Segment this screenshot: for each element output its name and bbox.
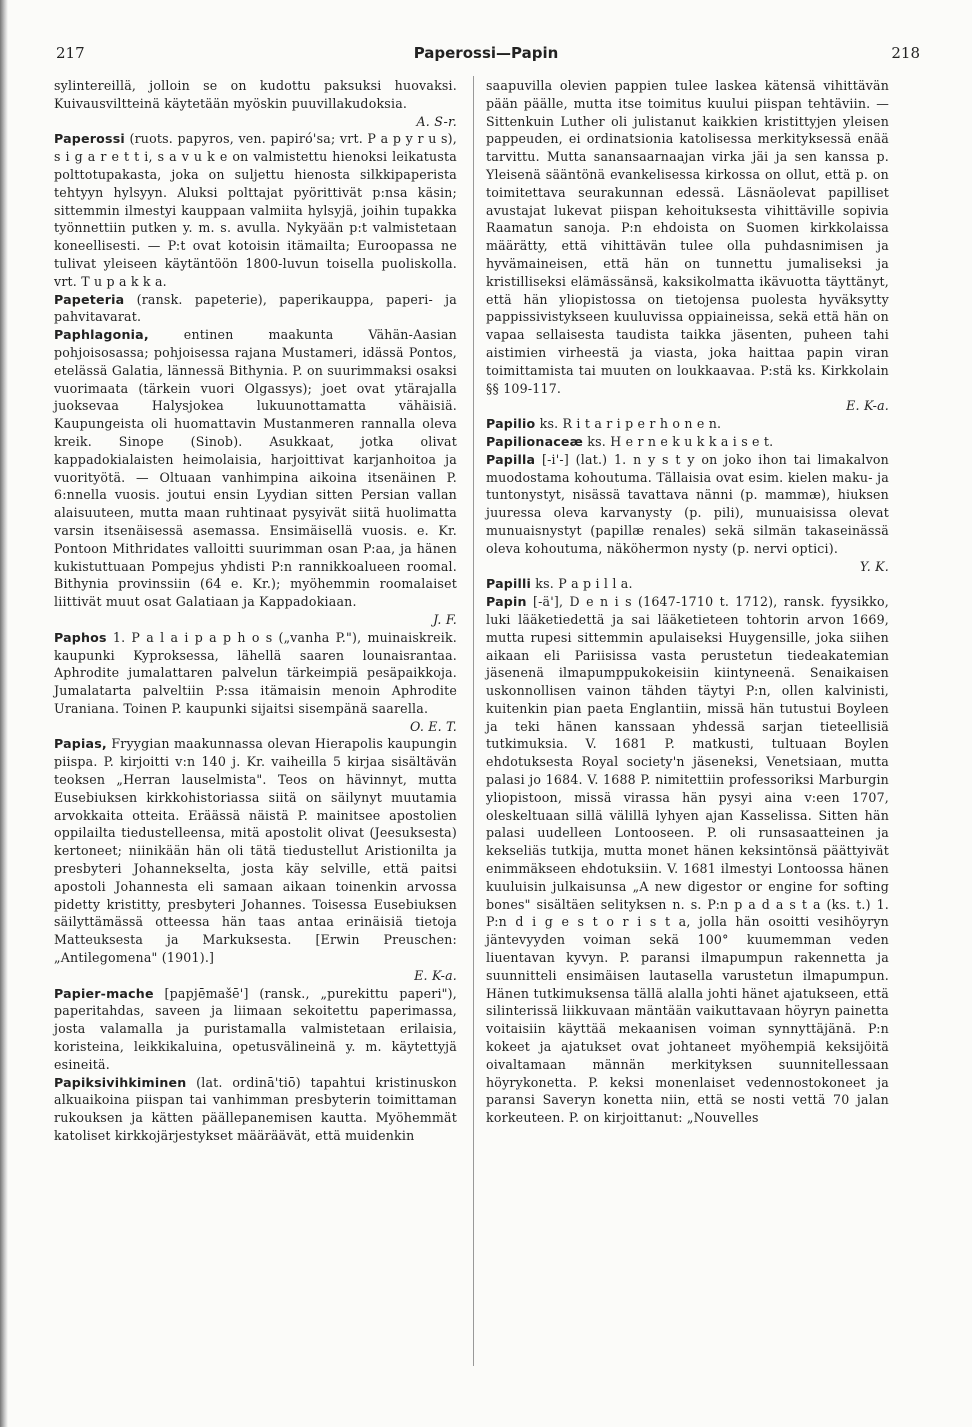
entry-text: [-i'-] (lat.) 1. n y s t y on joko ihon tai limakalvon muodostama kohoutuma. Tällaisia ovat esim. kielen maku- ja tuntonystyt, nisässä tavattava nänni (p. mammæ), hiuksen juuressa oleva karvanysty (p. pili), munuaisissa olevat munuaisnystyt (papillæ renales) sekä silmän takaseinässä oleva kohoutuma, näköhermon nysty (p. nervi optici). xyxy=(486,451,889,556)
entry-text: (ruots. papyros, ven. papiró'sa; vrt. P a p y r u s), s i g a r e t t i, s a v u k e on valmistettu hienoksi leikatusta polttotupakasta, joka on suljettu hienosta silkkipaperista tehtyyn hylsyyn. Aluksi polttajat pyörittivät p:nsa käsin; sittemmin ilmestyi kauppaan valmiita hylsyjä, joihin tupakka työnnettiin putken y. m. s. avulla. Nykyään p:t valmistetaan koneellisesti. — P:t ovat kotoisin itämailta; Euroopassa ne tulivat yleiseen käytäntöön 1800-luvun toisella puoliskolla. vrt. T u p a k k a. xyxy=(54,131,457,289)
entry-text: sylintereillä, jolloin se on kudottu paksuksi huovaksi. Kuivausviltteinä käytetään myöskin puuvillakudoksia. xyxy=(54,78,457,111)
entry-headword: Papilio xyxy=(486,416,536,432)
entry-headword: Papier-mache xyxy=(54,985,154,1001)
entry-text: [papjēmašē'] (ransk., „purekittu paperi"), paperitahdas, saveen ja liimaan sekoitettu paperimassa, josta valamalla ja puristamalla valmistetaan erilaisia, koristeina, leikkikaluina, opetusvälineinä y. m. käytettyjä esineitä. xyxy=(54,985,457,1072)
page-number-right: 218 xyxy=(891,44,920,62)
entry-headword: Papiksivihkiminen xyxy=(54,1074,187,1090)
page-binding-edge xyxy=(0,0,8,1427)
entry-text: Fryygian maakunnassa olevan Hierapolis kaupungin piispa. P. kirjoitti v:n 140 j. Kr. vaiheilla 5 kirjaa sisältävän teoksen „Herran lauselmista". Teos on hävinnyt, mutta Eusebiuksen kirkkohistoriassa siitä on säilynyt muutamia arvokkaita otteita. Eräässä näistä P. mainitsee apostolien oppilailta tiedustelleensa, mitä apostolit olivat (Jeesuksesta) kertoneet; niinikään hän oli tätä tiedustellut Aristionilta ja presbyteri Johannekselta, josta käy selville, että paitsi apostoli Johannesta eli samaan aikaan toinenkin arvossa pidetty kristitty, presbyteri Johannes. Toisessa Eusebiuksen säilyttämässä otteessa hän taas antaa erinäisiä tietoja Matteuksesta ja Markuksesta. [Erwin Preuschen: „Antilegomena" (1901).] xyxy=(54,736,457,966)
entry-text: (ransk. papeterie), paperikauppa, paperi- ja pahvitavarat. xyxy=(54,291,457,325)
page-header xyxy=(0,44,972,68)
entry-author-signature: A. S-r. xyxy=(416,113,457,129)
column-divider xyxy=(473,76,474,1366)
entry-text: entinen maakunta Vähän-Aasian pohjoisosassa; pohjoisessa rajana Mustameri, idässä Pontos, etelässä Galatia, lännessä Bithynia. P. on suurimmaksi osaksi vuorimaata (tärkein vuori Olgassys); joet ovat ytärajalla juoksevaa Halysjokea lukuunottamatta vähäisiä. Kaupungeista oli huomattavin Mustanmeren rannalla oleva kreik. Sinope (Sinob). Asukkaat, jotka olivat kappadokialaisten heimolaisia, harjoittivat karjanhoitoa ja vuorityötä. — Oltuaan vanhimpina aikoina itsenäinen P. 6:nnella vuosis. joutui ensin Lyydian sitten Persian vallan alaisuuteen, mutta maan ruhtinaat pysyivät siitä huolimatta varsin itsenäisessä asemassa. Ensimäisellä vuosis. e. Kr. Pontoon Mithridates valloitti suurimman osan P:aa, ja hänen kukistuttuaan Pompejus yhdisti P:n rannikkoalueen roomal. Bithynia provinssiin (64 e. Kr.); myöhemmin roomalaiset liittivät muut osat Galatiaan ja Kappadokiaan. xyxy=(54,327,457,610)
dictionary-entry xyxy=(54,77,457,113)
entry-text: ks. R i t a r i p e r h o n e n. xyxy=(539,416,722,432)
dictionary-entry xyxy=(486,593,889,1127)
entry-text: [-ä'], D e n i s (1647-1710 t. 1712), ransk. fyysikko, luki lääketiedettä ja sai lääketieteen tohtorin arvon 1669, mutta rupesi sittemmin apulaiseksi Huygensille, joka siihen aikaan eli Pariisissa vasta perustetun tiedeakatemian jäsenenä ilmapumppukokeisiin kiintyneenä. Senaikaisen uskonnollisen vainon tähden täytyi P:n, ollen kalvinisti, kuitenkin pian paeta Englantiin, missä hän tutustui Boyleen ja teki hänen kanssaan yhdessä sarjan tieteellisiä tutkimuksia. V. 1681 P. matkusti, tultuaan Boylen ehdotuksesta Royal society'n jäseneksi, Venetsiaan, mutta palasi jo 1684. V. 1688 P. nimitettiin professoriksi Marburgin yliopistoon, missä virassa hän pysyi aina v:een 1707, oleskeltuaan sillä välillä lyhyen ajan Kasselissa. Sitten hän palasi uudelleen Lontooseen. P. oli runsasaatteinen ja kekseliäs tutkija, mutta monet hänen keksintönsä päättyivät enimmäkseen ehdotuksiin. V. 1681 ilmestyi Lontoossa hänen kuuluisin julkaisunsa „A new digestor or engine for softing bones" sisältäen selityksen n. s. P:n p a d a s t a (ks. t.) 1. P:n d i g e s t o r i s t a, jolla hän osoitti vesihöyryn jäntevyyden voiman sekä 100° kuumemman veden liuentavan kyvyn. P. paransi ilmapumpun rakennetta ja suunnitteli ensimäisen lautasella varustetun ilmapumpun. Hänen tutkimuksensa tällä alalla johti hänet ajatukseen, että silinterissä liikkuvaan mäntään vaikuttavaan höyryn painetta voitaisiin käyttää mekaanisen voiman synnyttäjänä. P:n kokeet ja ajatukset ovat johtaneet myöhempiä keksijöitä oivaltamaan männän merkityksen suunnitellessaan höyrykonetta. P. keksi monenlaiset vedennostokoneet ja paransi Saveryn konetta niin, että se nosti vettä 70 jalan korkeuteen. P. on kirjoittanut: „Nouvelles xyxy=(486,594,889,1126)
page-number-left: 217 xyxy=(56,44,85,62)
entry-headword: Papilla xyxy=(486,451,536,467)
entry-author-signature: Y. K. xyxy=(859,558,889,574)
dictionary-entry xyxy=(54,629,457,718)
left-column xyxy=(54,77,457,1145)
entry-author-signature: E. K-a. xyxy=(414,967,457,983)
dictionary-entry xyxy=(54,291,457,327)
entry-author-signature: O. E. T. xyxy=(410,718,457,734)
entry-headword: Paphlagonia, xyxy=(54,327,149,343)
entry-text: 1. P a l a i p a p h o s („vanha P."), muinaiskreik. kaupunki Kyproksessa, lähellä saaren lounaisrantaa. Aphrodite jumalattaren palvelun tärkeimpiä pesäpaikkoja. Jumalatarta palveltiin P:ssa itämaisin menoin Aphrodite Uraniana. Toinen P. kaupunki sijaitsi sisempänä saarella. xyxy=(54,629,457,716)
dictionary-entry xyxy=(486,451,889,558)
entry-headword: Papias, xyxy=(54,736,107,752)
right-column xyxy=(486,77,889,1127)
dictionary-entry xyxy=(486,77,889,397)
entry-headword: Papilionaceæ xyxy=(486,433,584,449)
dictionary-entry xyxy=(486,415,889,433)
dictionary-entry xyxy=(54,326,457,611)
entry-author-signature: E. K-a. xyxy=(846,398,889,414)
entry-text: ks. H e r n e k u k k a i s e t. xyxy=(587,433,774,449)
dictionary-entry xyxy=(486,433,889,451)
entry-text: (lat. ordinā'tiō) tapahtui kristinuskon alkuaikoina piispan tai vanhimman presbyterin toimittaman rukouksen ja kätten päällepanemisen kautta. Myöhemmät katoliset kirkkojärjestykset määräävät, että muidenkin xyxy=(54,1074,457,1144)
entry-headword: Paperossi xyxy=(54,131,125,147)
dictionary-entry xyxy=(54,1074,457,1145)
running-title: Paperossi—Papin xyxy=(413,44,559,62)
entry-headword: Papin xyxy=(486,594,527,610)
entry-text: saapuvilla olevien pappien tulee laskea kätensä vihittävän pään päälle, mutta itse toimitus kuului piispan tehtäviin. — Sittenkuin Luther oli julistanut kaikkien kristittyjen yleisen pappeuden, ei ordinatsionia katolisessa merkityksessä enää tarvittu. Mutta sanansaarnaajan virka jäi ja sen kanssa p. Yleisenä sääntönä evankelisessa kirkossa on ollut, että p. on toimitettava seurakunnan edessä. Läsnäolevat papilliset avustajat lukevat piispan kehoituksesta vihittäville sopivia Raamatun sanoja. P:n ehdoista on Suomen kirkkolaissa määrätty, että vihittävän tulee olla puhdasnimisen ja hyvämaineisen, että hän on tunnettu jumaliseksi ja kristilliseksi elämässänsä, kaksikolmatta ikävuotta täyttänyt, että hän yliopistossa on tietojensa puolesta hyväksytty pappissivistykseen kuuluvissa oppiaineissa, sekä että hän on vapaa sellaisesta taudista taikka jäsenten, puheen tahi aistimien virheestä ja viasta, joka haittaa papin viran toimittamista tai muuten on loukkaavaa. P:stä ks. Kirkkolain §§ 109-117. xyxy=(486,78,889,396)
dictionary-entry xyxy=(54,735,457,966)
dictionary-entry xyxy=(486,575,889,593)
entry-author-signature: J. F. xyxy=(433,611,457,627)
dictionary-entry xyxy=(54,130,457,290)
entry-headword: Papeteria xyxy=(54,291,125,307)
entry-headword: Papilli xyxy=(486,576,532,592)
entry-text: ks. P a p i l l a. xyxy=(535,576,633,592)
entry-headword: Paphos xyxy=(54,629,107,645)
dictionary-entry xyxy=(54,985,457,1074)
